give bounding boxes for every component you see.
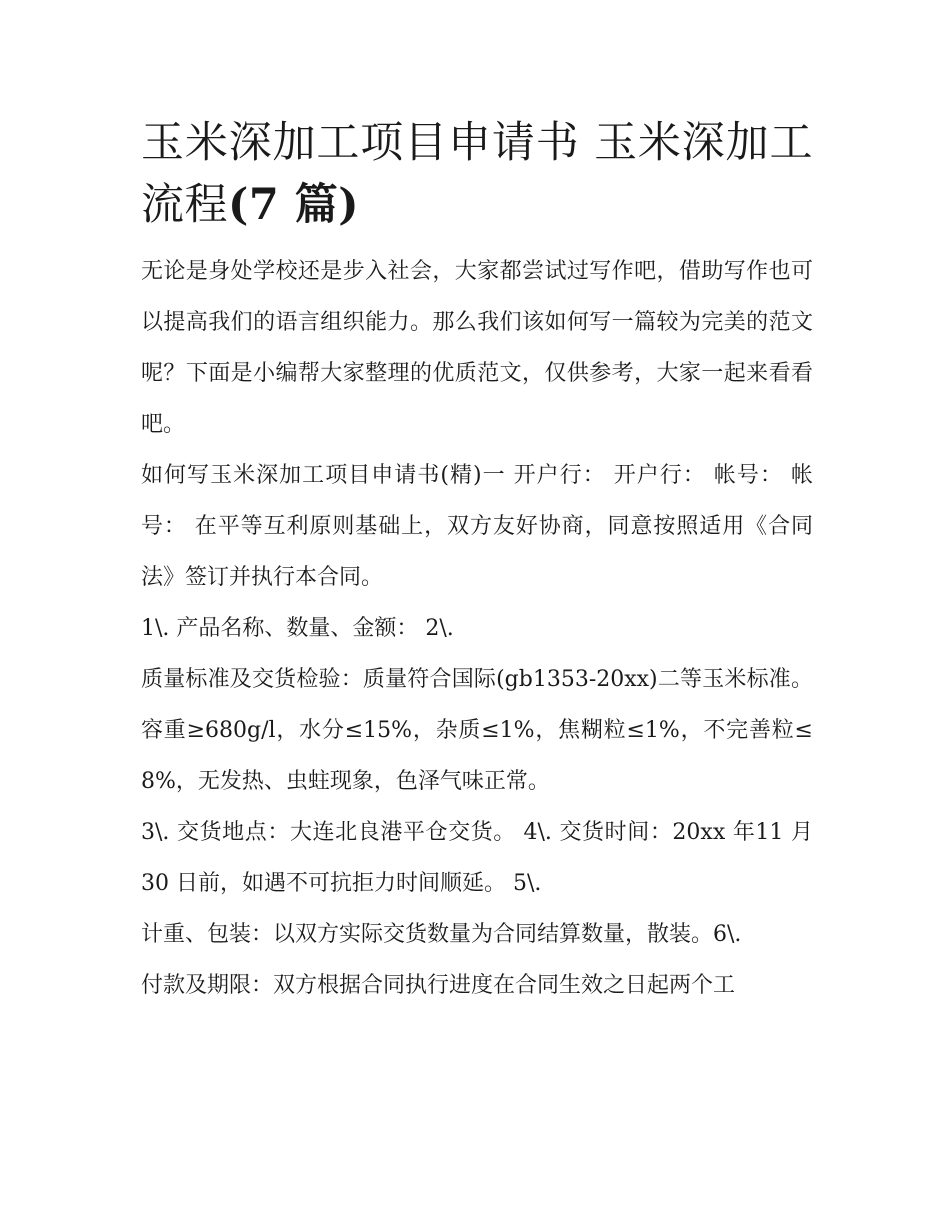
clause-delivery-paragraph: 3\. 交货地点：大连北良港平仓交货。 4\. 交货时间：20xx 年11 月 30 日前，如遇不可抗拒力时间顺延。 5\. [141,820,813,896]
document-title-main: 玉米深加工项目申请书 玉米深加工流程 [141,118,813,230]
contract-header-paragraph: 如何写玉米深加工项目申请书(精)一 开户行： 开户行： 帐号： 帐 号： 在平等互利原则基础上，双方友好协商，同意按照适用《合同法》签订并执行本合同。 [141,463,813,590]
clause-product-paragraph: 1\. 产品名称、数量、金额： 2\. [141,616,454,641]
clause-payment-paragraph: 付款及期限：双方根据合同执行进度在合同生效之日起两个工 [141,973,736,998]
clause-quality-paragraph: 质量标准及交货检验：质量符合国际(gb1353-20xx)二等玉米标准。容重≥680g/l，水分≤15%，杂质≤1%，焦糊粒≤1%，不完善粒≤8%，无发热、虫蛀现象，色泽气味正常。 [141,667,813,794]
clause-weighing-paragraph: 计重、包装：以双方实际交货数量为合同结算数量，散装。6\. [141,922,742,947]
document-title-count: (7 篇) [228,180,360,230]
document-body [141,112,813,1011]
document-title [141,112,813,236]
intro-paragraph: 无论是身处学校还是步入社会，大家都尝试过写作吧，借助写作也可以提高我们的语言组织能力。那么我们该如何写一篇较为完美的范文呢？下面是小编帮大家整理的优质范文，仅供参考，大家一起来看看吧。 [141,259,813,437]
